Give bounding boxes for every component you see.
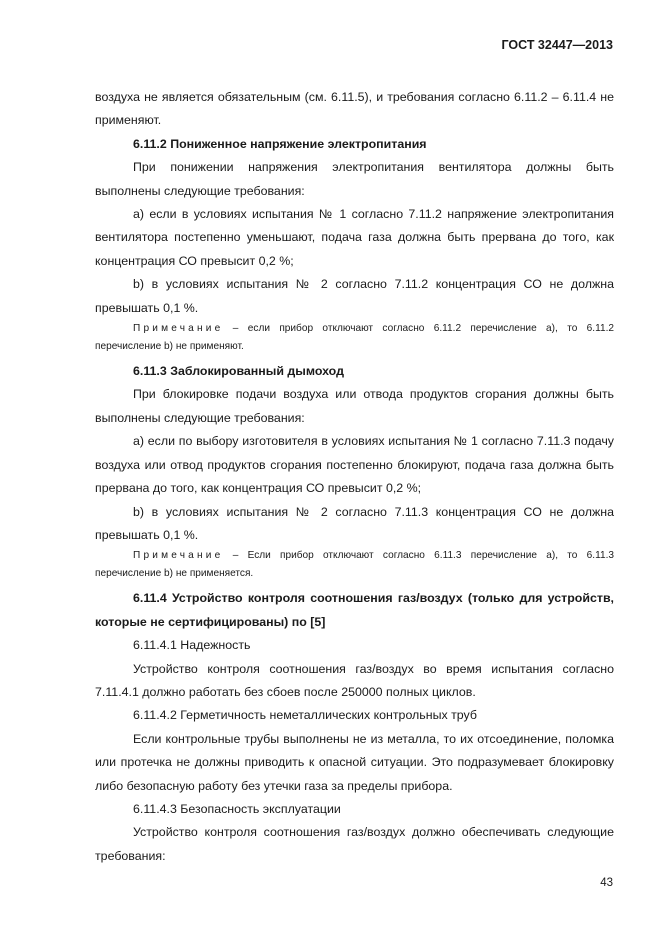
paragraph: Устройство контроля соотношения газ/воздух во время испытания согласно 7.11.4.1 должно работать без сбоев после 250000 полных циклов.: [95, 661, 614, 699]
paragraph: При блокировке подачи воздуха или отвода продуктов сгорания должны быть выполнены следующие требования:: [95, 387, 614, 425]
note: [95, 320, 614, 355]
note: [95, 547, 614, 582]
note-text: – Если прибор отключают согласно 6.11.3 перечисление а), то 6.11.3 перечисление b) не применяется.: [95, 550, 614, 579]
note-text: – если прибор отключают согласно 6.11.2 перечисление а), то 6.11.2 перечисление b) не применяют.: [95, 323, 614, 352]
document-code-header: ГОСТ 32447—2013: [501, 38, 613, 52]
note-label: Примечание: [133, 323, 224, 335]
document-body: [95, 86, 614, 868]
section-heading: 6.11.3 Заблокированный дымоход: [133, 364, 344, 379]
paragraph: Если контрольные трубы выполнены не из металла, то их отсоединение, поломка или протечка не должны приводить к опасной ситуации. Это подразумевает блокировку либо безопасную работу без утечки газа за пределы прибора.: [95, 731, 614, 793]
page-number: 43: [600, 877, 613, 889]
section-heading: 6.11.4 Устройство контроля соотношения газ/воздух (только для устройств, которые не сертифицированы) по [5]: [95, 591, 614, 629]
subsection-heading: 6.11.4.2 Герметичность неметаллических контрольных труб: [133, 708, 477, 723]
list-item: b) в условиях испытания № 2 согласно 7.11.3 концентрация СО не должна превышать 0,1 %.: [95, 504, 614, 542]
list-item: а) если в условиях испытания № 1 согласно 7.11.2 напряжение электропитания вентилятора постепенно уменьшают, подача газа должна быть прервана до того, как концентрация СО превысит 0,2 %;: [95, 207, 614, 268]
section-heading: 6.11.2 Пониженное напряжение электропитания: [133, 136, 427, 151]
paragraph: воздуха не является обязательным (см. 6.11.5), и требования согласно 6.11.2 – 6.11.4 не применяют.: [95, 90, 614, 128]
subsection-heading: 6.11.4.1 Надежность: [133, 638, 251, 653]
paragraph: Устройство контроля соотношения газ/воздух должно обеспечивать следующие требования:: [95, 825, 614, 863]
list-item: b) в условиях испытания № 2 согласно 7.11.2 концентрация СО не должна превышать 0,1 %.: [95, 277, 614, 315]
list-item: а) если по выбору изготовителя в условиях испытания № 1 согласно 7.11.3 подачу воздуха или отвод продуктов сгорания постепенно блокируют, подача газа должна быть прервана до того, как концентрация СО превысит 0,2 %;: [95, 434, 614, 496]
note-label: Примечание: [133, 550, 224, 562]
subsection-heading: 6.11.4.3 Безопасность эксплуатации: [133, 801, 341, 816]
paragraph: При понижении напряжения электропитания вентилятора должны быть выполнены следующие требования:: [95, 160, 614, 198]
